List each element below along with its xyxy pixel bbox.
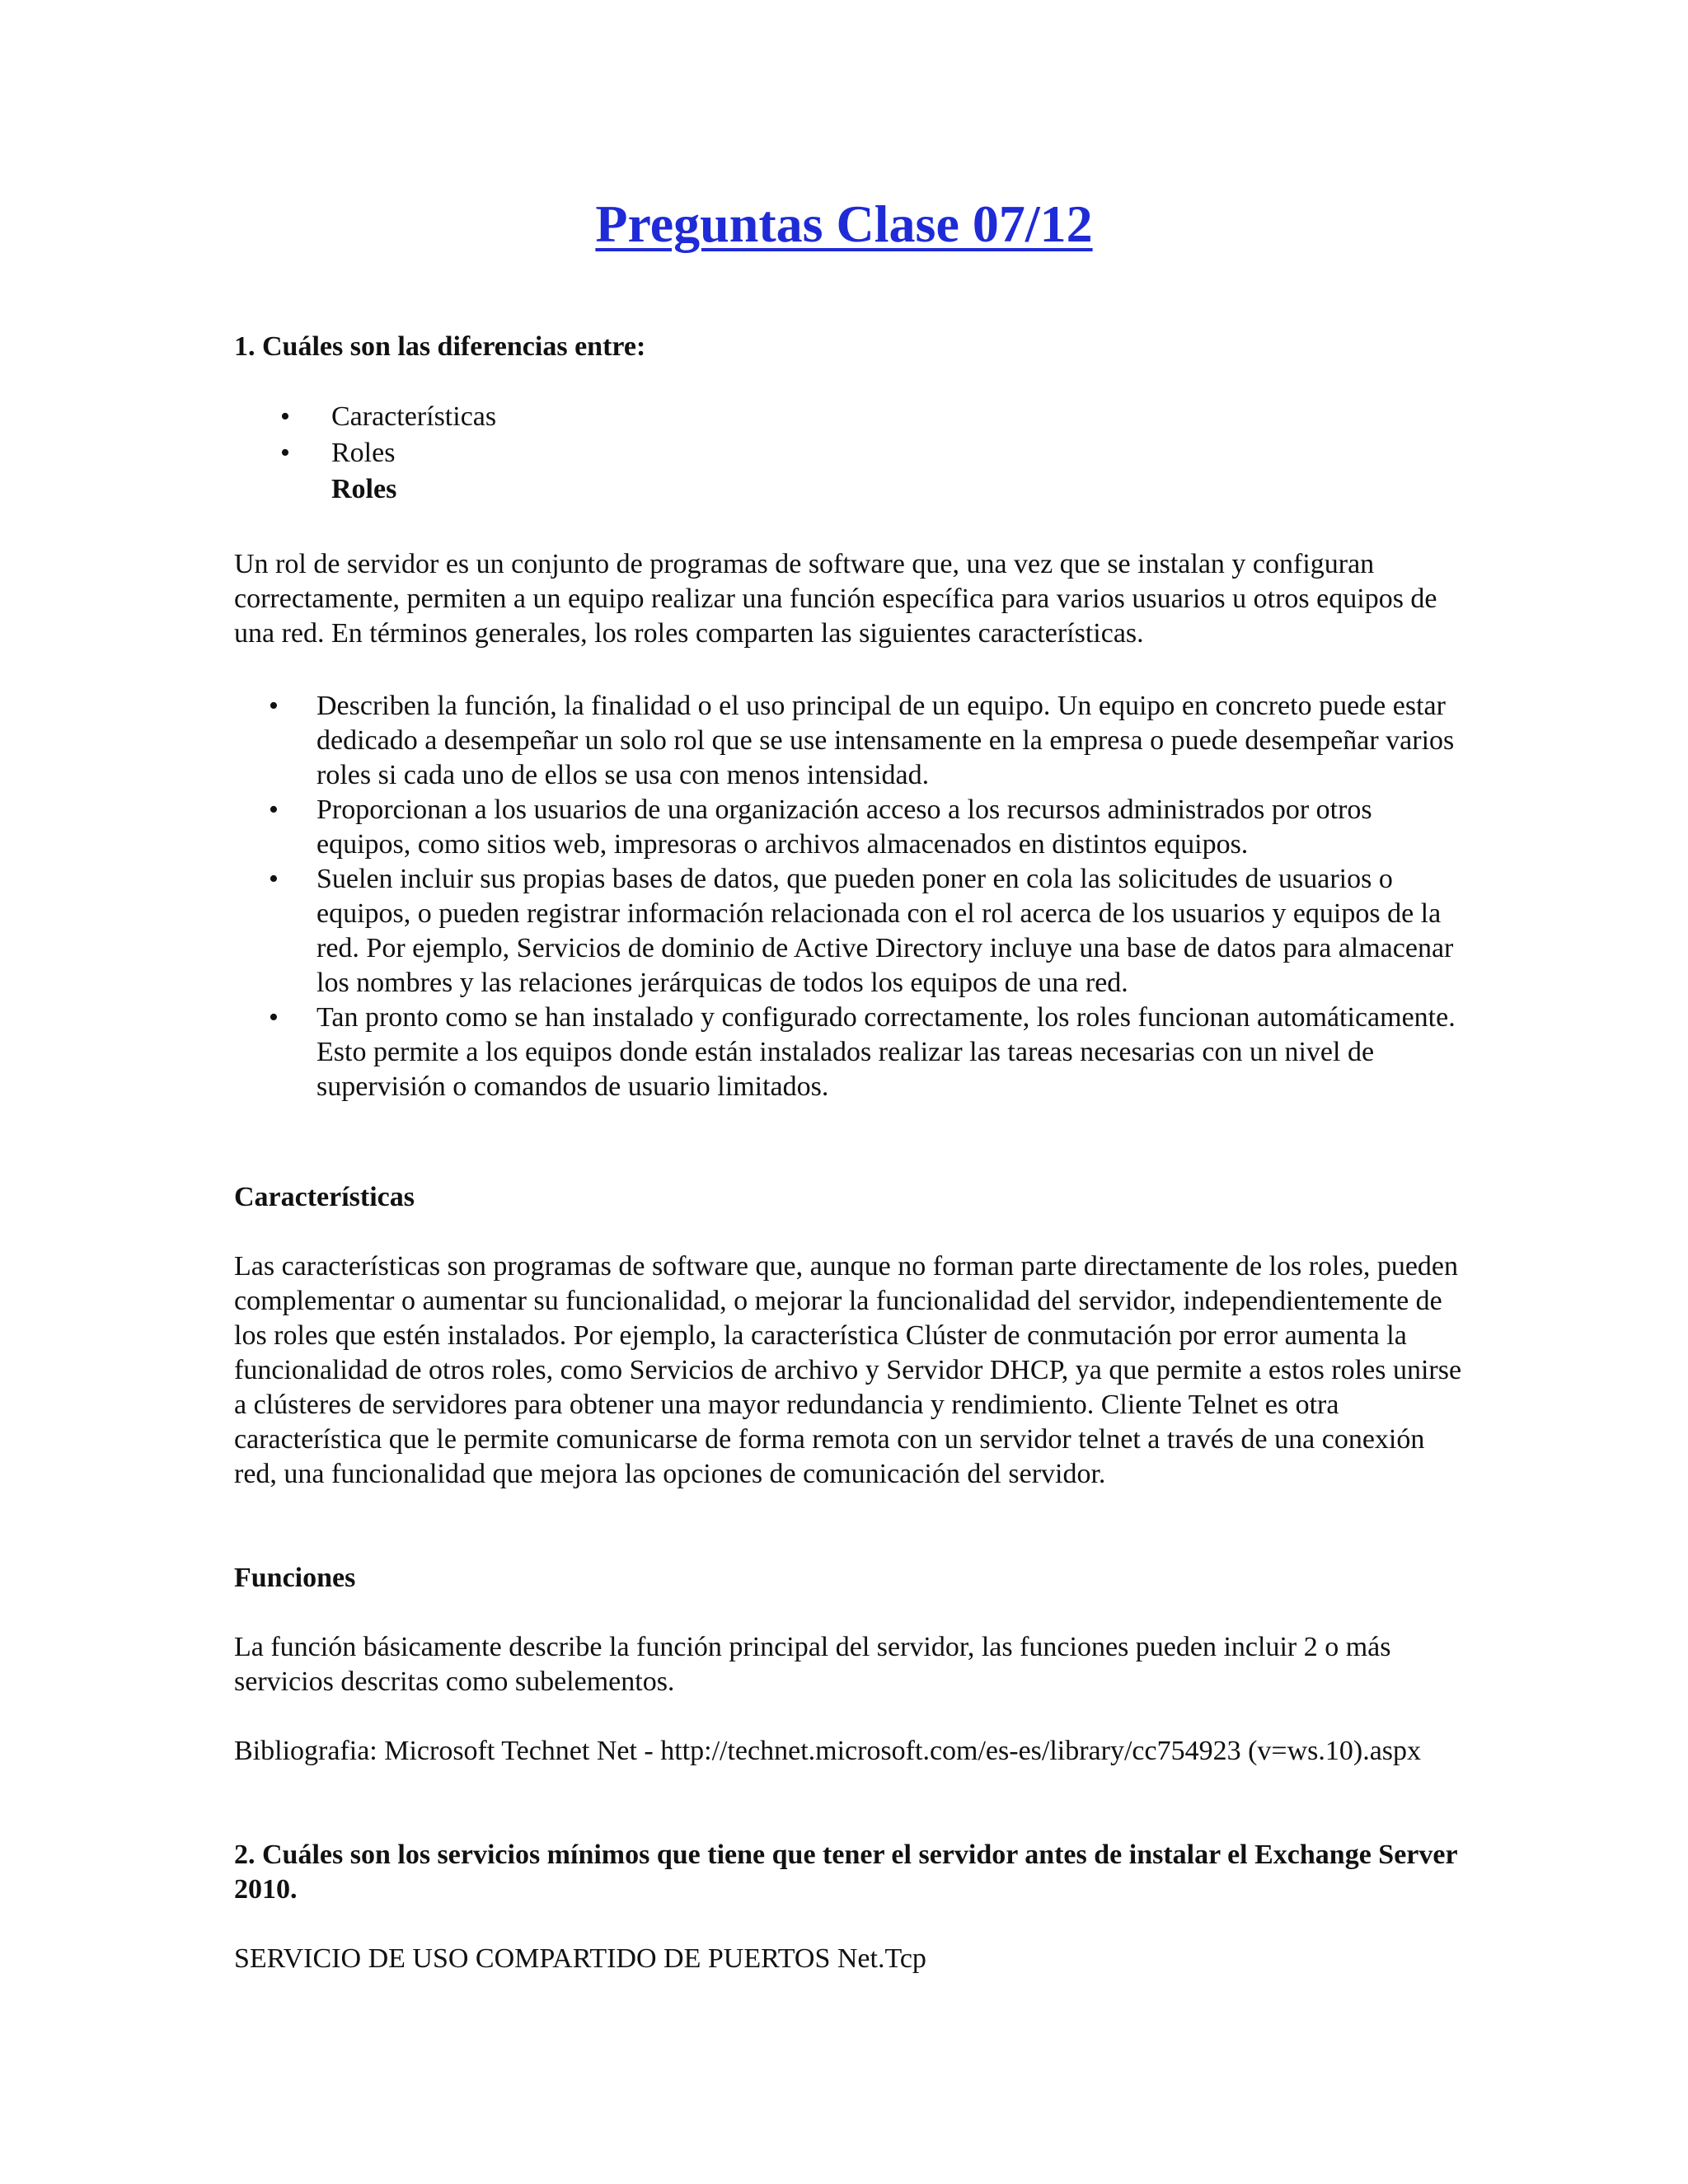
list-item	[234, 1001, 1470, 1104]
roles-subheading: Roles	[331, 474, 397, 504]
funciones-heading: Funciones	[234, 1563, 356, 1593]
bibliography: Bibliografia: Microsoft Technet Net - http://technet.microsoft.com/es-es/library/cc754923 (v=ws.10).aspx	[234, 1736, 1422, 1766]
title-link[interactable]: Preguntas Clase 07/12	[595, 194, 1093, 253]
question-1-list	[234, 399, 1058, 508]
list-item-text: Tan pronto como se han instalado y configurado correctamente, los roles funcionan automáticamente. Esto permite a los equipos donde están instalados realizar las tareas necesarias con un nivel de supervisión o comandos de usuario limitados.	[316, 1002, 1456, 1102]
question-2-heading: 2. Cuáles son los servicios mínimos que tiene que tener el servidor antes de instalar el Exchange Server 2010.	[234, 1840, 1457, 1905]
bullet-icon: •	[280, 401, 290, 432]
list-item-text: Describen la función, la finalidad o el uso principal de un equipo. Un equipo en concreto puede estar dedicado a desempeñar un solo rol que se use intensamente en la empresa o puede desempeñar varios roles si cada uno de ellos se usa con menos intensidad.	[316, 691, 1455, 790]
bullet-icon: •	[269, 691, 279, 721]
list-item	[234, 435, 1058, 471]
caracteristicas-heading: Características	[234, 1182, 415, 1212]
funciones-paragraph: La función básicamente describe la función principal del servidor, las funciones pueden incluir 2 o más servicios descritas como subelementos.	[234, 1632, 1391, 1697]
list-item-text: Roles	[331, 438, 396, 468]
roles-paragraph: Un rol de servidor es un conjunto de programas de software que, una vez que se instalan y configuran correctamente, permiten a un equipo realizar una función específica para varios usuarios u otros equipos de una red. En términos generales, los roles comparten las siguientes características.	[234, 549, 1437, 649]
roles-bullet-list	[234, 689, 1470, 1104]
list-item-text: Suelen incluir sus propias bases de datos, que pueden poner en cola las solicitudes de usuarios o equipos, o pueden registrar información relacionada con el rol acerca de los usuarios y equipos de la red. Por ejemplo, Servicios de dominio de Active Directory incluye una base de datos para almacenar los nombres y las relaciones jerárquicas de todos los equipos de una red.	[316, 864, 1454, 998]
bullet-icon: •	[269, 864, 279, 894]
list-item	[234, 862, 1470, 1001]
bullet-icon: •	[269, 1002, 279, 1033]
question-2-answer: SERVICIO DE USO COMPARTIDO DE PUERTOS Net.Tcp	[234, 1943, 926, 1974]
list-item	[234, 399, 1058, 435]
list-item-text: Características	[331, 401, 497, 432]
bullet-icon: •	[269, 794, 279, 825]
list-item-text: Proporcionan a los usuarios de una organización acceso a los recursos administrados por otros equipos, como sitios web, impresoras o archivos almacenados en distintos equipos.	[316, 794, 1372, 860]
bullet-icon: •	[280, 438, 290, 468]
caracteristicas-paragraph: Las características son programas de software que, aunque no forman parte directamente de los roles, pueden complementar o aumentar su funcionalidad, o mejorar la funcionalidad del servidor, independientemente de los roles que estén instalados. Por ejemplo, la característica Clúster de conmutación por error aumenta la funcionalidad de otros roles, como Servicios de archivo y Servidor DHCP, ya que permite a estos roles unirse a clústeres de servidores para obtener una mayor redundancia y rendimiento. Cliente Telnet es otra característica que le permite comunicarse de forma remota con un servidor telnet a través de una conexión red, una funcionalidad que mejora las opciones de comunicación del servidor.	[234, 1251, 1462, 1489]
list-item	[234, 689, 1470, 793]
page-title	[0, 191, 1688, 257]
question-1-heading: 1. Cuáles son las diferencias entre:	[234, 331, 646, 362]
list-item	[234, 793, 1470, 862]
